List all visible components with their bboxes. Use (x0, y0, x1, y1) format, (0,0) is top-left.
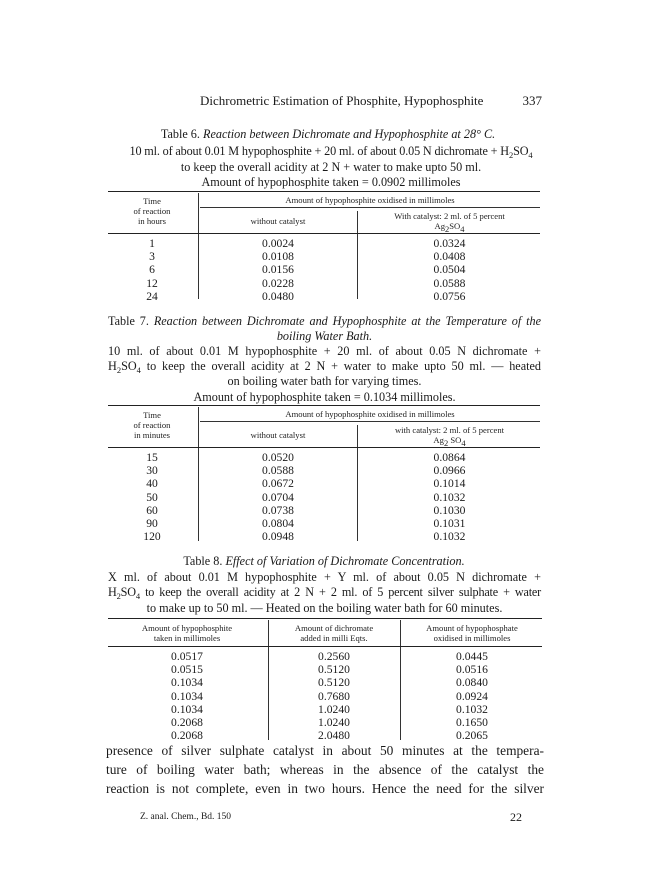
table7-cell: 0.1032 (433, 530, 466, 544)
table6-header-with: With catalyst: 2 ml. of 5 percent $Ag_2SO_4$ (394, 211, 505, 234)
body-paragraph (106, 741, 544, 798)
table7-cell: 0.1030 (433, 503, 466, 517)
table6-divider (357, 211, 358, 299)
table8-cell: 0.2068 (171, 729, 203, 743)
table7-divider (357, 425, 358, 541)
table7-group-rule (200, 421, 540, 422)
table7-cell: 50 (146, 490, 158, 504)
table7-cell: 120 (143, 530, 161, 544)
table7-cell: 0.0738 (262, 503, 294, 517)
table6-header-group: Amount of hypophosphite oxidised in millimoles (285, 195, 455, 205)
running-header (170, 93, 542, 111)
page-footer (140, 812, 522, 828)
table8-cell: 0.1650 (456, 715, 488, 729)
table8-cell: 0.5120 (318, 663, 350, 677)
table7-header-group: Amount of hypophosphite oxidised in millimoles (285, 409, 455, 419)
table7-cell: 60 (146, 503, 158, 517)
table7-cell: 0.1032 (433, 490, 466, 504)
table8-divider (268, 620, 269, 740)
table7-description-line2: $H_2SO_4$ to keep the overall acidity at 2 N + water to make upto 50 ml. — heated (108, 359, 541, 375)
table6-cell: 12 (146, 276, 158, 290)
table7-col-time (108, 451, 196, 543)
table8-cell: 0.7680 (318, 689, 350, 703)
table8-cell: 0.5120 (318, 676, 350, 690)
page-number: 337 (522, 93, 542, 108)
table8-description-line1: X ml. of about 0.01 M hypophosphite + Y ml. of about 0.05 N dichromate + (108, 570, 541, 584)
table8-cell: 1.0240 (318, 702, 350, 716)
table8-cell: 0.0840 (456, 676, 488, 690)
table7-cell: 0.0588 (262, 464, 294, 478)
table8-cell: 0.2560 (318, 650, 350, 663)
table8-cell: 0.1034 (171, 676, 203, 690)
table7-cell: 40 (146, 477, 158, 491)
table8-cell: 0.0515 (171, 663, 203, 677)
table7-description-line1: 10 ml. of about 0.01 M hypophosphite + 20 ml. of about 0.05 N dichromate + (108, 344, 541, 358)
table8-top-rule (108, 618, 542, 619)
table7-cell: 0.0948 (262, 530, 294, 544)
table7-title-line2: boiling Water Bath. (276, 329, 373, 343)
table6-cell: 0.0480 (262, 289, 294, 303)
table6-cell: 0.0228 (262, 276, 294, 290)
table6-cell: 0.0588 (433, 276, 466, 290)
running-title: Dichrometric Estimation of Phosphite, Hypophosphite (200, 93, 484, 108)
table6-amount-taken: Amount of hypophosphite taken = 0.0902 millimoles (201, 175, 461, 189)
table7-cell: 0.0672 (262, 477, 294, 491)
table6-top-rule (108, 191, 540, 192)
table6-caption (108, 126, 548, 142)
table8-description-line3: to make up to 50 ml. — Heated on the boiling water bath for 60 minutes. (146, 601, 503, 615)
table7-cell: 0.0804 (262, 516, 294, 530)
table6-title: Reaction between Dichromate and Hypophosphite at 28° C. (203, 127, 496, 141)
table6-cell: 0.0504 (433, 263, 466, 277)
table8-description-line2: $H_2SO_4$ to keep the overall acidity at 2 N + 2 ml. of 5 percent silver sulphate + water (108, 585, 541, 601)
table7-header-with: with catalyst: 2 ml. of 5 percent $Ag_2$ $SO_4$ (394, 425, 505, 448)
table8-cell: 0.0924 (456, 689, 488, 703)
table7-title-line1: Reaction between Dichromate and Hypophosphite at the Temperature of the (153, 314, 541, 328)
table7-cell: 0.0864 (433, 451, 466, 464)
journal-reference: Z. anal. Chem., Bd. 150 (140, 812, 232, 822)
table6-cell: 0.0156 (262, 263, 294, 277)
table8-cell: 0.2068 (171, 715, 203, 729)
table7-col-without (200, 451, 356, 543)
table7-cell: 0.0520 (262, 451, 294, 464)
body-line: ture of boiling water bath; whereas in the absence of the catalyst the (106, 762, 544, 777)
body-line: presence of silver sulphate catalyst in about 50 minutes at the tempera- (106, 743, 544, 758)
table7-cell: 0.0966 (433, 464, 466, 478)
table6-group-rule (200, 207, 540, 208)
table8-divider (400, 620, 401, 740)
table7-divider (198, 407, 199, 541)
table6-cell: 1 (149, 237, 155, 250)
table7-header-time: Time of reaction in minutes (133, 410, 171, 440)
table7-amount-taken: Amount of hypophosphite taken = 0.1034 millimoles. (193, 390, 456, 404)
table8-cell: 0.0516 (456, 663, 488, 677)
table6-col-with (359, 237, 540, 303)
table6-col-without (200, 237, 356, 303)
table8-cell: 0.2065 (456, 729, 488, 743)
table8-header-rule (108, 646, 542, 647)
table8 (108, 618, 542, 744)
table7-cell: 15 (146, 451, 158, 464)
table8-col-taken (108, 650, 266, 742)
table7-cell: 0.0704 (262, 490, 294, 504)
table6-cell: 6 (149, 263, 155, 277)
table8-title: Effect of Variation of Dichromate Concentration. (225, 554, 465, 568)
table6-description-line2: to keep the overall acidity at 2 N + water to make upto 50 ml. (180, 160, 482, 174)
table7-caption (108, 313, 541, 329)
table7-label: Table 7. (108, 314, 149, 328)
table8-cell: 0.1032 (456, 702, 488, 716)
table6-col-time (108, 237, 196, 303)
table6-cell: 0.0756 (433, 289, 466, 303)
table7-cell: 30 (146, 464, 158, 478)
table7-cell: 90 (146, 516, 158, 530)
table8-header-oxidised: Amount of hypophosphate oxidised in millimoles (426, 623, 518, 643)
table8-cell: 0.1034 (171, 689, 203, 703)
table6-cell: 0.0408 (433, 250, 466, 264)
table8-cell: 0.0445 (456, 650, 488, 663)
table7-cell: 0.1014 (433, 477, 466, 491)
table6-cell: 3 (149, 250, 155, 264)
table8-label: Table 8. (183, 554, 223, 568)
table7-col-with (359, 451, 540, 543)
table6-cell: 0.0024 (262, 237, 294, 250)
table8-cell: 0.0517 (171, 650, 203, 663)
table6 (108, 191, 540, 301)
table8-caption (108, 553, 540, 569)
table7-top-rule (108, 405, 540, 406)
table7-header-rule (108, 447, 540, 448)
body-line: reaction is not complete, even in two hours. Hence the need for the silver (106, 781, 544, 796)
table8-cell: 2.0480 (318, 729, 350, 743)
table6-header-without: without catalyst (250, 216, 306, 226)
table8-header-dichromate: Amount of dichromate added in milli Eqts. (294, 623, 374, 643)
table6-cell: 0.0108 (262, 250, 294, 264)
table6-divider (198, 193, 199, 299)
table8-cell: 1.0240 (318, 715, 350, 729)
signature-mark: 22 (510, 810, 522, 824)
table6-cell: 24 (146, 289, 158, 303)
table8-header-taken: Amount of hypophosphite taken in millimoles (141, 623, 233, 643)
table7-header-without: without catalyst (250, 430, 306, 440)
table7-cell: 0.1031 (433, 516, 466, 530)
table6-header-rule (108, 233, 540, 234)
table7 (108, 405, 540, 545)
table6-header-time: Time of reaction in hours (133, 196, 171, 226)
table6-description-line1: 10 ml. of about 0.01 M hypophosphite + 20 ml. of about 0.05 N dichromate + $H_2SO_4$ (129, 144, 533, 160)
table6-cell: 0.0324 (433, 237, 466, 250)
table8-col-dichromate (270, 650, 398, 742)
table6-label: Table 6. (160, 127, 200, 141)
table7-description-line3: on boiling water bath for varying times. (227, 374, 422, 388)
table8-cell: 0.1034 (171, 702, 203, 716)
table8-col-oxidised (402, 650, 542, 742)
